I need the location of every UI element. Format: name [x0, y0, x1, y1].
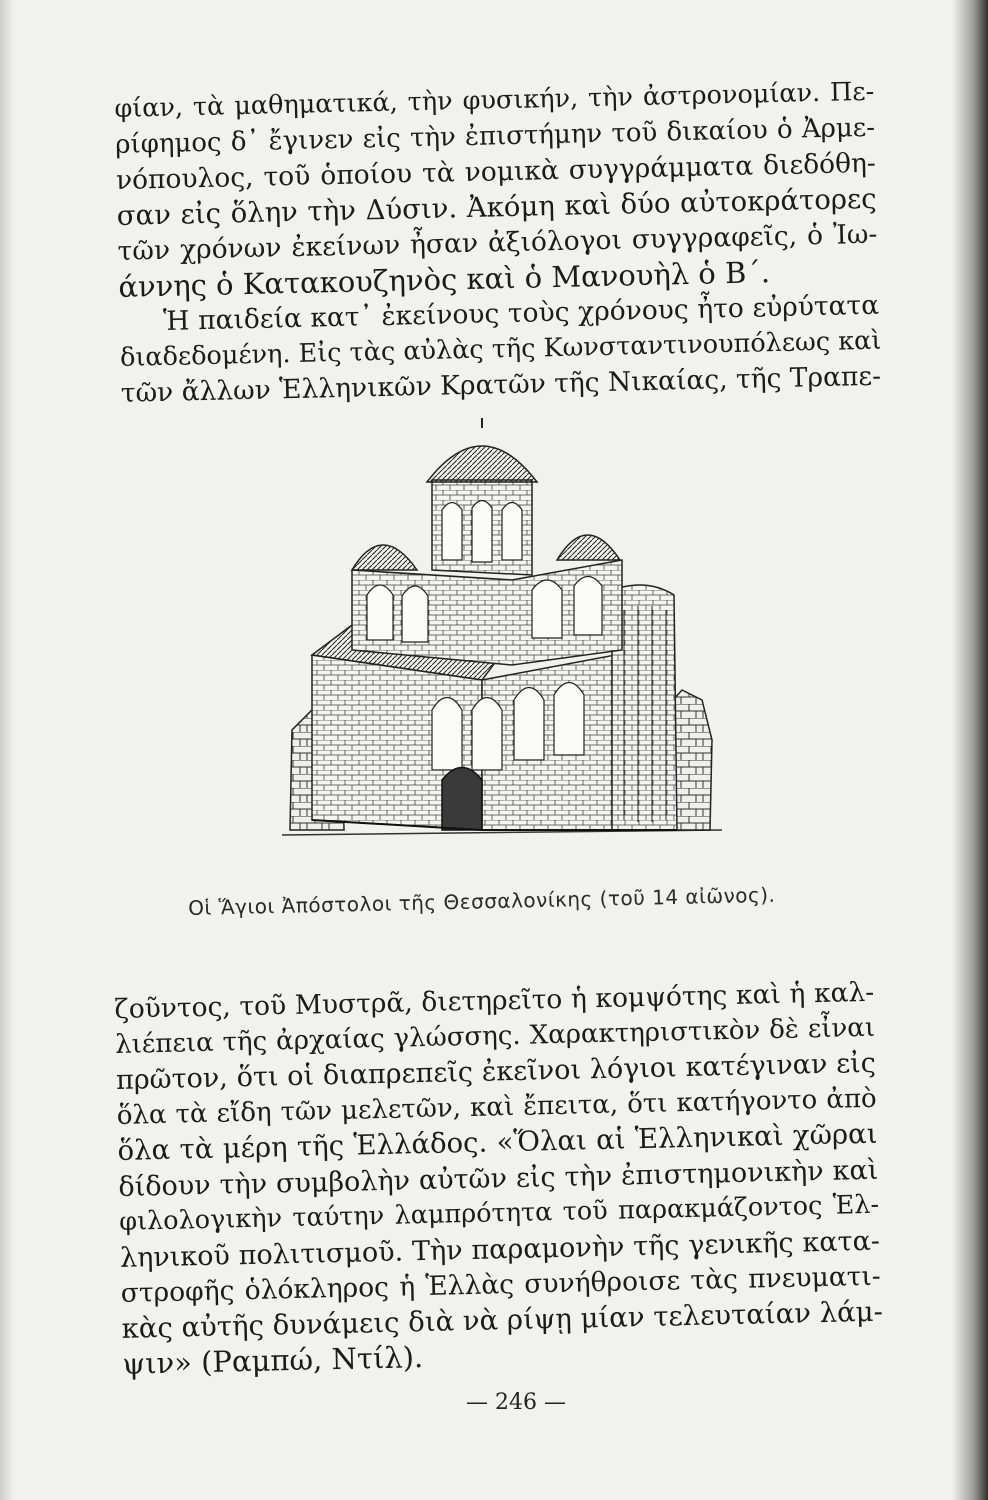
text-line: Ἡ παιδεία κατ᾽ ἐκείνους τοὺς χρόνους ἦτο εὐρύτατα — [162, 289, 880, 337]
church-illustration — [282, 410, 730, 870]
text-line: στροφῆς ὁλόκληρος ἡ Ἑλλὰς συνήθροισε τὰς πνευματι- — [120, 1260, 881, 1309]
page-edge-shadow — [0, 0, 14, 1500]
text-line: ὅλα τὰ μέρη τῆς Ἑλλάδος. «Ὅλαι αἱ Ἑλληνικαὶ χῶραι — [117, 1117, 878, 1167]
church-drawing — [282, 410, 730, 870]
binding-shadow — [952, 0, 988, 1500]
page-number: — 246 — — [466, 1390, 566, 1415]
text-line: ψιν» (Ραμπώ, Ντίλ). — [122, 1340, 424, 1381]
text-line: τῶν χρόνων ἐκείνων ἦσαν ἀξιόλογοι συγγραφεῖς, ὁ Ἰω- — [117, 218, 878, 267]
text-line: ὅλα τὰ εἴδη τῶν μελετῶν, καὶ ἔπειτα, ὅτι κατήγοντο ἀπὸ — [116, 1083, 877, 1131]
text-line: ληνικοῦ πολιτισμοῦ. Τὴν παραμονὴν τῆς γενικῆς κατα- — [119, 1225, 881, 1274]
text-line: σαν εἰς ὅλην τὴν Δύσιν. Ἀκόμη καὶ δύο αὐτοκράτορες — [116, 182, 877, 232]
paragraph-2 — [114, 975, 883, 1383]
text-line: ζοῦντος, τοῦ Μυστρᾶ, διετηρεῖτο ἡ κομψότης καὶ ἡ καλ- — [114, 976, 875, 1025]
text-line: φιλολογικὴν ταύτην λαμπρότητα τοῦ παρακμάζοντος Ἑλ- — [118, 1189, 880, 1237]
text-line: φίαν, τὰ μαθηματικά, τὴν φυσικήν, τὴν ἀστρονομίαν. Πε- — [114, 76, 875, 124]
figure-caption: Οἱ Ἅγιοι Ἀπόστολοι τῆς Θεσσαλονίκης (τοῦ 14 αἰῶνος). — [188, 882, 776, 920]
paragraph-1 — [114, 75, 881, 412]
text-line: πρῶτον, ὅτι οἱ διαπρεπεῖς ἐκεῖνοι λόγιοι κατέγιναν εἰς — [115, 1047, 877, 1096]
text-line: άννης ὁ Κατακουζηνὸς καὶ ὁ Μανουὴλ ὁ Β΄. — [118, 254, 771, 304]
text-line: λιέπεια τῆς ἀρχαίας γλώσσης. Χαρακτηριστικὸν δὲ εἶναι — [114, 1012, 876, 1060]
text-line: νόπουλος, τοῦ ὁποίου τὰ νομικὰ συγγράμματα διεδόθη- — [115, 147, 877, 196]
text-line: τῶν ἄλλων Ἑλληνικῶν Κρατῶν τῆς Νικαίας, τῆς Τραπε- — [120, 360, 882, 409]
text-line: ρίφημος δ᾽ ἔγινεν εἰς τὴν ἐπιστήμην τοῦ δικαίου ὁ Ἀρμε- — [114, 112, 876, 160]
text-line: δίδουν τὴν συμβολὴν αὐτῶν εἰς τὴν ἐπιστημονικὴν καὶ — [118, 1154, 879, 1203]
text-line: διαδεδομένη. Εἰς τὰς αὐλὰς τῆς Κωνσταντινουπόλεως καὶ — [119, 325, 882, 373]
text-line: κὰς αὐτῆς δυνάμεις διὰ νὰ ρίψῃ μίαν τελευταίαν λάμ- — [121, 1295, 884, 1345]
